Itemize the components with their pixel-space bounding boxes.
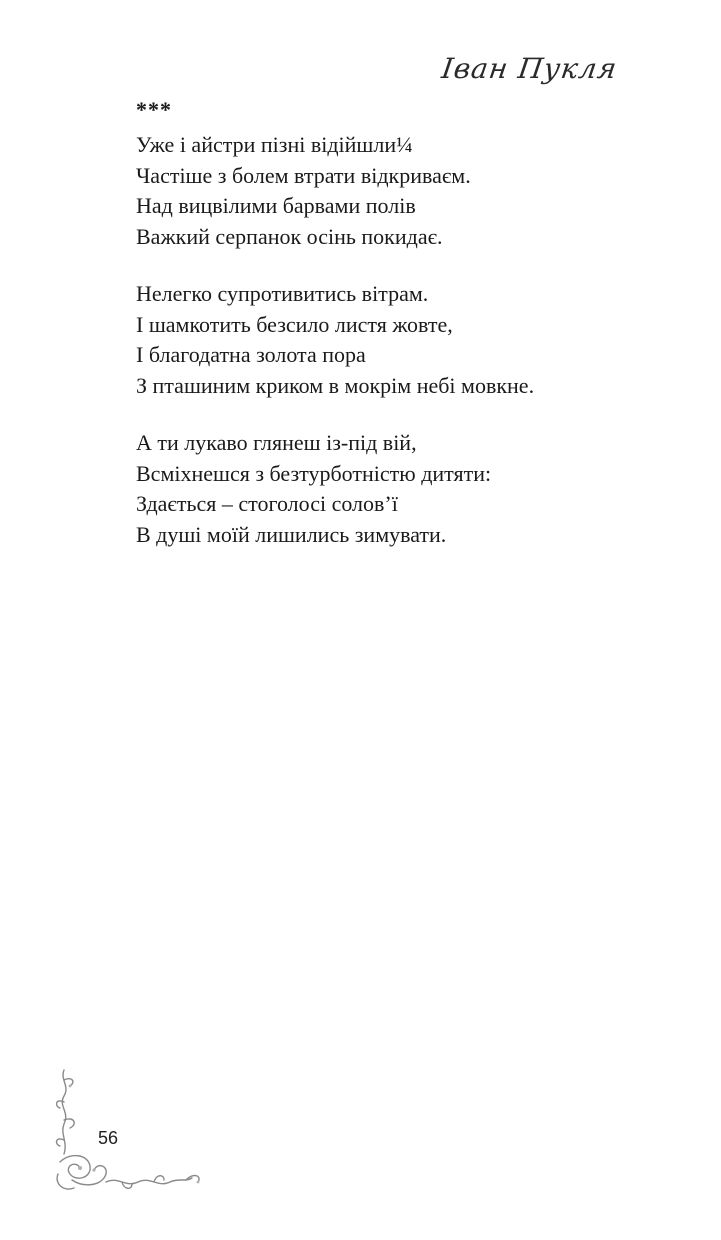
poem-separator: *** [136,97,172,122]
poem-line: І шамкотить безсило листя жовте, [136,311,453,337]
poem-line: А ти лукаво глянеш із-під вій, [136,430,417,455]
poem-line: І благодатна золота пора [136,342,366,367]
poem-line: Всміхнешся з безтурботністю дитяти: [136,460,492,486]
poem-line: Нелегко супротивитись вітрам. [136,281,429,306]
page-number: 56 [98,1128,119,1148]
poem-line: В душі моїй лишились зимувати. [136,521,447,547]
stanza-2 [136,279,656,401]
author-signature: Іван Пукля [439,52,620,85]
poem-line: Важкий серпанок осінь покидає. [136,223,443,249]
poem-line: З пташиним криком в мокрім небі мовкне. [136,372,535,398]
poem-line: Над вицвілими барвами полів [136,193,416,218]
poem [136,96,656,577]
floral-corner-ornament-icon [50,1062,210,1202]
stanza-3 [136,428,656,550]
poem-line: Частіше з болем втрати відкриваєм. [136,162,471,188]
stanza-1 [136,130,656,252]
poem-line: Уже і айстри пізні відійшли¼ [136,132,413,157]
poem-line: Здається – стоголосі солов’ї [136,491,398,516]
